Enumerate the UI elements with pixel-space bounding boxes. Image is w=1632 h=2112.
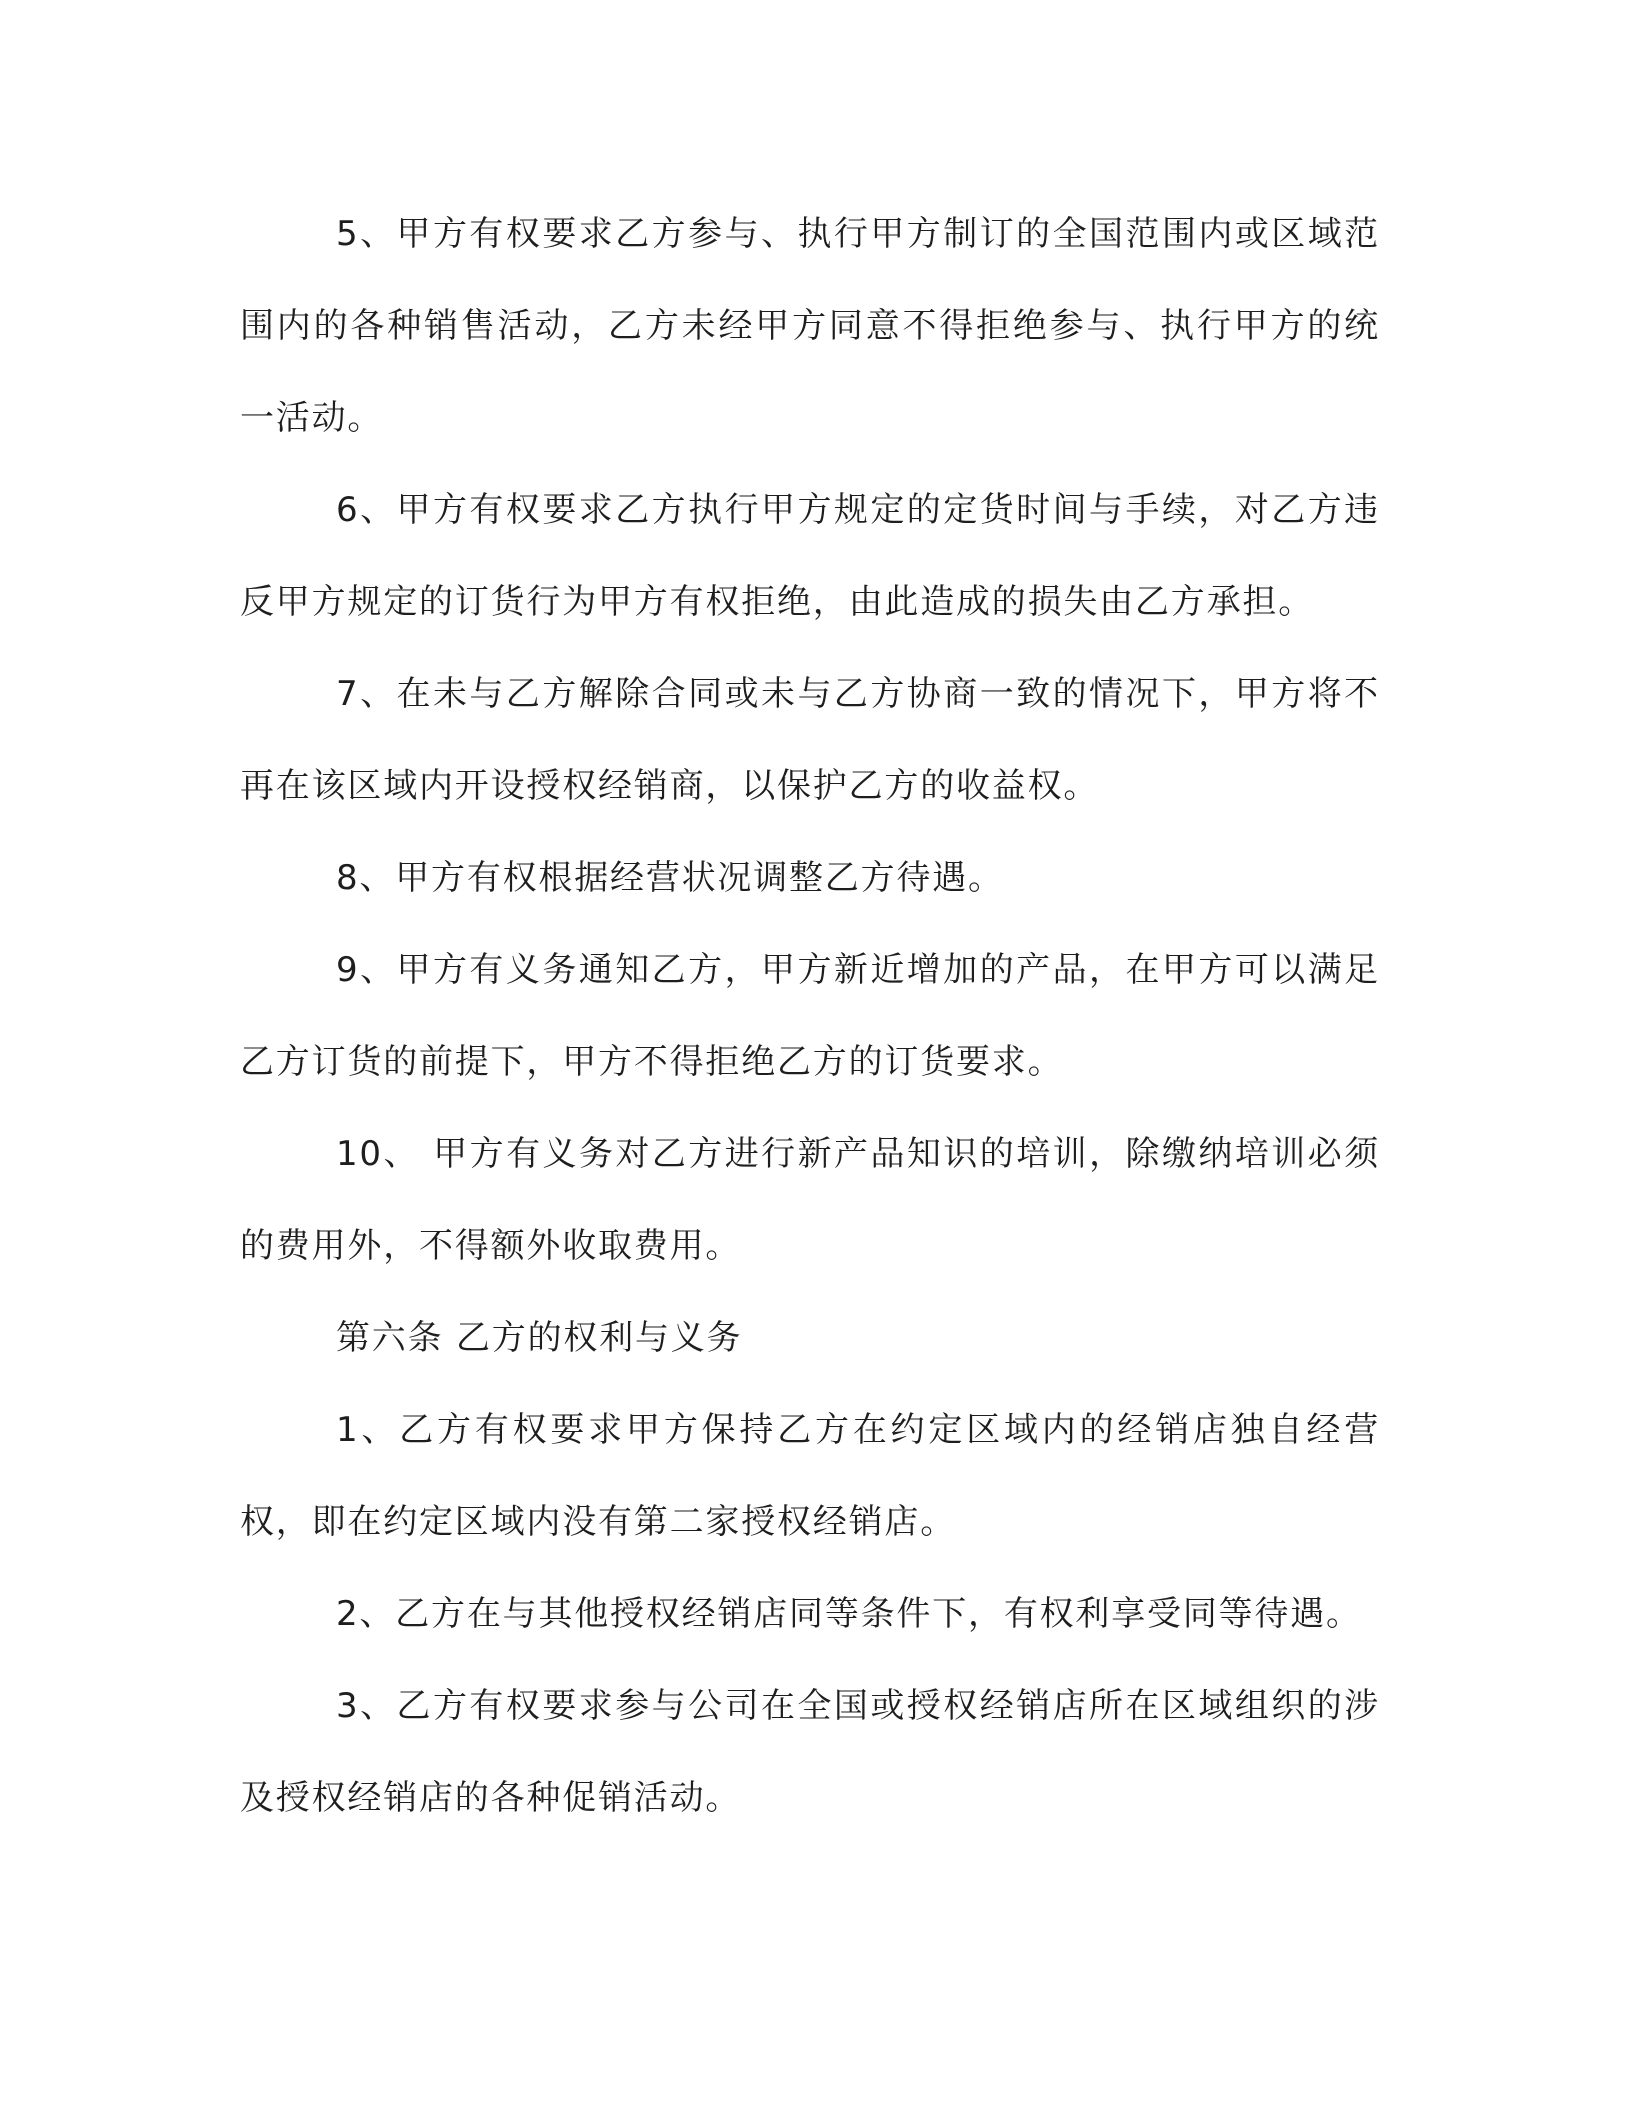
section-heading: 第六条 乙方的权利与义务 — [336, 1318, 743, 1358]
clause-7: 7、在未与乙方解除合同或未与乙方协商一致的情况下，甲方将不再在该区域内开设授权经销商，以保护乙方的收益权。 — [240, 674, 1380, 806]
document-body — [240, 188, 1380, 1844]
clause-8: 8、甲方有权根据经营状况调整乙方待遇。 — [336, 858, 1004, 898]
party-b-clause-2: 2、乙方在与其他授权经销店同等条件下，有权利享受同等待遇。 — [336, 1594, 1362, 1634]
clause-9: 9、甲方有义务通知乙方，甲方新近增加的产品，在甲方可以满足乙方订货的前提下，甲方不得拒绝乙方的订货要求。 — [240, 950, 1380, 1082]
party-b-clause-1: 1、乙方有权要求甲方保持乙方在约定区域内的经销店独自经营权，即在约定区域内没有第二家授权经销店。 — [240, 1410, 1380, 1542]
clause-5: 5、甲方有权要求乙方参与、执行甲方制订的全国范围内或区域范围内的各种销售活动，乙方未经甲方同意不得拒绝参与、执行甲方的统一活动。 — [240, 214, 1380, 438]
party-b-clause-3: 3、乙方有权要求参与公司在全国或授权经销店所在区域组织的涉及授权经销店的各种促销活动。 — [240, 1686, 1380, 1818]
clause-10: 10、 甲方有义务对乙方进行新产品知识的培训，除缴纳培训必须的费用外，不得额外收取费用。 — [240, 1134, 1380, 1266]
clause-6: 6、甲方有权要求乙方执行甲方规定的定货时间与手续，对乙方违反甲方规定的订货行为甲方有权拒绝，由此造成的损失由乙方承担。 — [240, 490, 1380, 622]
